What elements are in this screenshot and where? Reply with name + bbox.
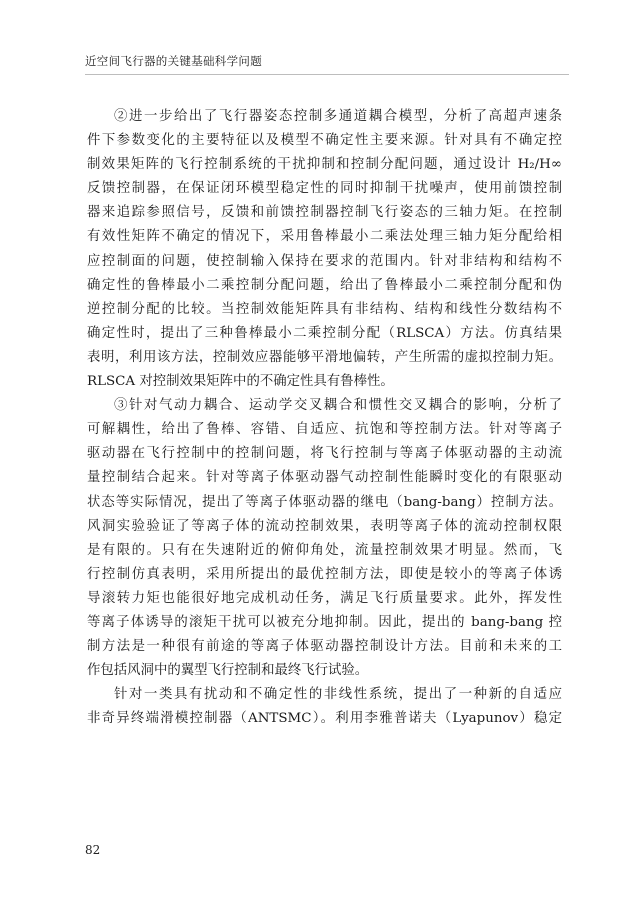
paragraph-1-line: 确定性的鲁棒最小二乘控制分配问题，给出了鲁棒最小二乘控制分配和伪 <box>87 277 562 293</box>
body-text <box>87 105 562 731</box>
paragraph-1-line: 确定性时，提出了三种鲁棒最小二乘控制分配（RLSCA）方法。仿真结果 <box>87 325 562 341</box>
paragraph-2-line: 量控制结合起来。针对等离子体驱动器气动控制性能瞬时变化的有限驱动 <box>87 470 562 486</box>
paragraph-2-line: 制方法是一种很有前途的等离子体驱动器控制设计方法。目前和未来的工 <box>87 639 562 655</box>
paragraph-2-line: 导滚转力矩也能很好地完成机动任务，满足飞行质量要求。此外，挥发性 <box>87 590 562 606</box>
paragraph-2-line: ③针对气动力耦合、运动学交叉耦合和惯性交叉耦合的影响，分析了 <box>114 398 562 414</box>
paragraph-2-line: 等离子体诱导的滚矩干扰可以被充分地抑制。因此，提出的 bang-bang 控 <box>87 614 562 630</box>
running-header: 近空间飞行器的关键基础科学问题 <box>85 54 262 68</box>
paragraph-2-line: 状态等实际情况，提出了等离子体驱动器的继电（bang-bang）控制方法。 <box>87 494 562 510</box>
paragraph-3-line: 非奇异终端滑模控制器（ANTSMC）。利用李雅普诺夫（Lyapunov）稳定 <box>87 711 562 727</box>
paragraph-1-line: 器来追踪参照信号，反馈和前馈控制器控制飞行姿态的三轴力矩。在控制 <box>87 205 562 221</box>
paragraph-1-line: 应控制面的问题，使控制输入保持在要求的范围内。针对非结构和结构不 <box>87 253 562 269</box>
header-rule <box>85 74 569 75</box>
page-number: 82 <box>85 843 101 857</box>
paragraph-1-line: RLSCA 对控制效果矩阵中的不确定性具有鲁棒性。 <box>87 374 394 390</box>
paragraph-2-line: 作包括风洞中的翼型飞行控制和最终飞行试验。 <box>87 663 369 679</box>
paragraph-1-line: 件下参数变化的主要特征以及模型不确定性主要来源。针对具有不确定控 <box>87 133 562 149</box>
paragraph-2-line: 驱动器在飞行控制中的控制问题，将飞行控制与等离子体驱动器的主动流 <box>87 446 562 462</box>
paragraph-1-line: 反馈控制器，在保证闭环模型稳定性的同时抑制干扰噪声，使用前馈控制 <box>87 181 562 197</box>
paragraph-1-line: 表明，利用该方法，控制效应器能够平滑地偏转，产生所需的虚拟控制力矩。 <box>87 349 562 365</box>
paragraph-1-line: ②进一步给出了飞行器姿态控制多通道耦合模型，分析了高超声速条 <box>114 109 562 124</box>
paragraph-1-line: 有效性矩阵不确定的情况下，采用鲁棒最小二乘法处理三轴力矩分配给相 <box>87 229 562 245</box>
paragraph-2-line: 风洞实验验证了等离子体的流动控制效果，表明等离子体的流动控制权限 <box>87 518 562 534</box>
paragraph-1-line: 逆控制分配的比较。当控制效能矩阵具有非结构、结构和线性分数结构不 <box>87 301 562 317</box>
paragraph-2-line: 是有限的。只有在失速附近的俯仰角处，流量控制效果才明显。然而，飞 <box>87 542 562 558</box>
paragraph-3-line: 针对一类具有扰动和不确定性的非线性系统，提出了一种新的自适应 <box>114 687 562 703</box>
paragraph-2-line: 行控制仿真表明，采用所提出的最优控制方法，即使是较小的等离子体诱 <box>87 566 562 582</box>
paragraph-1-line: 制效果矩阵的飞行控制系统的干扰抑制和控制分配问题，通过设计 H₂/H∞ <box>87 157 562 173</box>
paragraph-2-line: 可解耦性，给出了鲁棒、容错、自适应、抗饱和等控制方法。针对等离子 <box>87 422 562 438</box>
